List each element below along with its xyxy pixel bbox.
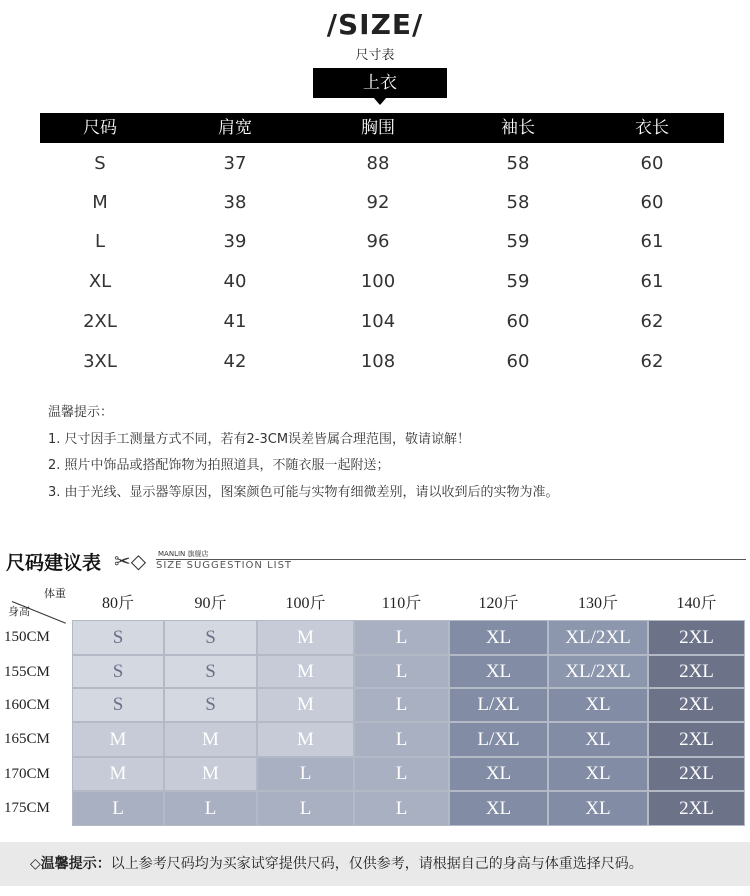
height-row-label: 170CM (4, 766, 50, 782)
size-suggestion-cell: 2XL (648, 688, 745, 722)
table-cell: 59 (506, 231, 530, 252)
size-suggestion-cell: M (164, 722, 257, 757)
suggestion-subtitle: SIZE SUGGESTION LIST (156, 560, 293, 571)
column-header: 胸围 (361, 118, 395, 138)
size-suggestion-cell: L (354, 722, 449, 757)
size-suggestion-cell: XL (548, 757, 648, 791)
size-suggestion-cell: M (257, 722, 354, 757)
height-row-label: 150CM (4, 629, 50, 645)
table-cell: 100 (360, 271, 396, 292)
size-suggestion-cell: L/XL (449, 688, 548, 722)
size-suggestion-cell: 2XL (648, 791, 745, 826)
size-title: /SIZE/ (326, 8, 424, 41)
table-cell: 60 (640, 192, 664, 213)
size-suggestion-cell: M (257, 620, 354, 655)
size-suggestion-cell: S (164, 688, 257, 722)
size-suggestion-cell: XL (449, 791, 548, 826)
size-table-header (40, 113, 724, 143)
table-row (0, 231, 750, 261)
column-header: 衣长 (635, 118, 669, 138)
size-suggestion-cell: L (354, 620, 449, 655)
size-suggestion-cell: S (164, 620, 257, 655)
size-suggestion-cell: XL (548, 791, 648, 826)
weight-header: 100斤 (285, 595, 326, 612)
size-suggestion-cell: XL/2XL (548, 655, 648, 688)
table-cell: 42 (223, 351, 247, 372)
size-suggestion-cell: 2XL (648, 620, 745, 655)
note-item: 1. 尺寸因手工测量方式不同，若有2-3CM误差皆属合理范围，敬请谅解！ (48, 431, 471, 447)
size-suggestion-cell: S (72, 620, 164, 655)
tab-arrow-icon (373, 97, 387, 105)
size-suggestion-cell: S (164, 655, 257, 688)
corner-header (4, 585, 70, 619)
table-cell: 58 (506, 153, 530, 174)
table-cell: 38 (223, 192, 247, 213)
category-tab: 上衣 (313, 68, 447, 98)
note-item: 3. 由于光线、显示器等原因，图案颜色可能与实物有细微差别，请以收到后的实物为准。 (48, 484, 559, 500)
table-cell: 40 (223, 271, 247, 292)
size-suggestion-cell: XL/2XL (548, 620, 648, 655)
table-cell: 60 (506, 311, 530, 332)
weight-header: 80斤 (101, 595, 134, 612)
size-suggestion-cell: M (257, 688, 354, 722)
table-cell: 58 (506, 192, 530, 213)
table-cell: 41 (223, 311, 247, 332)
size-suggestion-cell: S (72, 655, 164, 688)
size-suggestion-cell: 2XL (648, 655, 745, 688)
table-cell: 59 (506, 271, 530, 292)
column-header: 肩宽 (218, 118, 252, 138)
table-cell: 61 (640, 231, 664, 252)
table-cell: 60 (640, 153, 664, 174)
table-cell: 104 (360, 311, 396, 332)
table-row (0, 351, 750, 381)
weight-header: 120斤 (478, 595, 519, 612)
tip-text: 以上参考尺码均为买家试穿提供尺码，仅供参考，请根据自己的身高与体重选择尺码。 (110, 856, 643, 872)
tip-banner (0, 842, 750, 886)
notes (48, 400, 559, 506)
height-row-label: 160CM (4, 697, 50, 713)
table-cell: XL (88, 271, 112, 292)
table-cell: 37 (223, 153, 247, 174)
size-suggestion-cell: S (72, 688, 164, 722)
table-cell: 3XL (83, 351, 117, 372)
column-header: 尺码 (83, 118, 117, 138)
size-suggestion-cell: L (354, 688, 449, 722)
table-cell: 88 (366, 153, 390, 174)
size-suggestion-cell: L/XL (449, 722, 548, 757)
size-suggestion-cell: L (354, 655, 449, 688)
note-item: 2. 照片中饰品或搭配饰物为拍照道具，不随衣服一起附送； (48, 458, 390, 473)
table-row (0, 192, 750, 222)
table-row (0, 153, 750, 183)
suggestion-title: 尺码建议表 (6, 552, 102, 574)
table-cell: 61 (640, 271, 664, 292)
table-cell: M (92, 192, 108, 213)
size-subtitle: 尺寸表 (355, 48, 395, 63)
table-cell: 2XL (83, 311, 117, 332)
table-cell: 108 (360, 351, 396, 372)
size-suggestion-cell: XL (548, 688, 648, 722)
table-cell: 62 (640, 351, 664, 372)
size-suggestion-cell: L (72, 791, 164, 826)
size-suggestion-cell: M (72, 722, 164, 757)
size-suggestion-cell: XL (449, 655, 548, 688)
height-row-label: 175CM (4, 800, 50, 816)
height-label: 身高 (8, 605, 30, 618)
size-suggestion-cell: L (257, 757, 354, 791)
size-suggestion-cell: 2XL (648, 757, 745, 791)
weight-header: 130斤 (577, 595, 618, 612)
size-suggestion-cell: XL (449, 757, 548, 791)
table-cell: 62 (640, 311, 664, 332)
table-row (0, 271, 750, 301)
weight-header: 140斤 (676, 595, 717, 612)
table-cell: L (94, 231, 106, 252)
table-cell: 39 (223, 231, 247, 252)
size-suggestion-cell: L (354, 757, 449, 791)
size-suggestion-cell: XL (449, 620, 548, 655)
size-suggestion-cell: L (354, 791, 449, 826)
scissors-icon: ✂◇ (114, 549, 147, 573)
tip-label: ◇温馨提示： (30, 856, 111, 872)
weight-header: 90斤 (194, 595, 227, 612)
column-header: 袖长 (501, 118, 535, 138)
size-suggestion-cell: L (257, 791, 354, 826)
size-suggestion-cell: L (164, 791, 257, 826)
notes-title: 温馨提示： (48, 405, 114, 420)
table-cell: 60 (506, 351, 530, 372)
table-row (0, 311, 750, 341)
table-cell: 96 (366, 231, 390, 252)
table-cell: 92 (366, 192, 390, 213)
size-suggestion-cell: XL (548, 722, 648, 757)
weight-header: 110斤 (381, 595, 422, 612)
size-suggestion-cell: M (164, 757, 257, 791)
size-suggestion-cell: M (257, 655, 354, 688)
size-suggestion-cell: 2XL (648, 722, 745, 757)
weight-label: 体重 (44, 587, 66, 600)
table-cell: S (94, 153, 106, 174)
size-suggestion-cell: M (72, 757, 164, 791)
height-row-label: 155CM (4, 664, 50, 680)
brand-label: MANLIN 旗舰店 (158, 550, 209, 558)
height-row-label: 165CM (4, 731, 50, 747)
